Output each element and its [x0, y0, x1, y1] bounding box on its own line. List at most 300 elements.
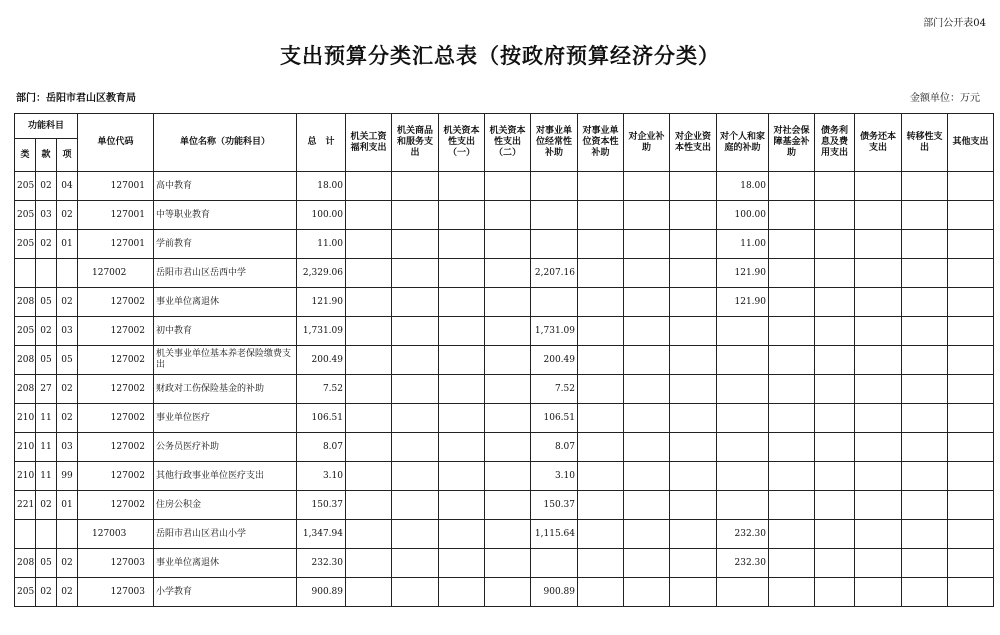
- kuan-cell: [36, 520, 57, 549]
- table-row: [15, 404, 994, 433]
- econ-header: 其他支出: [948, 114, 994, 172]
- econ-cell: [948, 201, 994, 230]
- econ-cell: [670, 520, 717, 549]
- econ-cell: 11.00: [717, 230, 769, 259]
- econ-cell: 900.89: [531, 578, 578, 607]
- econ-cell: [485, 201, 531, 230]
- econ-cell: [439, 433, 485, 462]
- econ-cell: [855, 230, 902, 259]
- econ-cell: [346, 230, 392, 259]
- econ-cell: [485, 230, 531, 259]
- unit-code-cell: 127002: [78, 404, 154, 433]
- econ-cell: [346, 520, 392, 549]
- unit-name-cell: 其他行政事业单位医疗支出: [154, 462, 297, 491]
- xiang-cell: 03: [57, 433, 78, 462]
- econ-cell: [624, 230, 670, 259]
- econ-cell: [578, 520, 624, 549]
- econ-cell: [717, 462, 769, 491]
- econ-cell: [578, 259, 624, 288]
- econ-cell: [717, 346, 769, 375]
- econ-cell: [392, 578, 439, 607]
- econ-header: 对个人和家庭的补助: [717, 114, 769, 172]
- econ-cell: [485, 288, 531, 317]
- department-label: 部门：岳阳市君山区教育局: [16, 93, 136, 104]
- table-row: [15, 520, 994, 549]
- xiang-cell: 99: [57, 462, 78, 491]
- kuan-cell: [36, 259, 57, 288]
- unit-code-cell: 127001: [78, 230, 154, 259]
- econ-cell: [346, 404, 392, 433]
- unit-name-cell: 财政对工伤保险基金的补助: [154, 375, 297, 404]
- econ-cell: [948, 491, 994, 520]
- econ-cell: [855, 375, 902, 404]
- econ-cell: [439, 404, 485, 433]
- kuan-cell: 27: [36, 375, 57, 404]
- xiang-cell: [57, 520, 78, 549]
- table-row: [15, 172, 994, 201]
- xiang-cell: 01: [57, 491, 78, 520]
- econ-cell: [485, 491, 531, 520]
- econ-cell: [948, 404, 994, 433]
- lei-cell: 210: [15, 433, 36, 462]
- func-subject-header: 功能科目: [15, 114, 78, 139]
- econ-header: 机关资本性支出（一）: [439, 114, 485, 172]
- xiang-cell: 02: [57, 288, 78, 317]
- xiang-cell: 03: [57, 317, 78, 346]
- econ-cell: [531, 201, 578, 230]
- econ-cell: [439, 520, 485, 549]
- unit-code-cell: 127002: [78, 491, 154, 520]
- kuan-cell: 11: [36, 462, 57, 491]
- econ-cell: [578, 404, 624, 433]
- econ-cell: [624, 172, 670, 201]
- econ-cell: [392, 549, 439, 578]
- econ-cell: [902, 549, 948, 578]
- econ-cell: [815, 317, 855, 346]
- xiang-header: 项: [57, 139, 78, 172]
- econ-cell: [485, 433, 531, 462]
- econ-cell: 8.07: [531, 433, 578, 462]
- econ-cell: [717, 317, 769, 346]
- econ-header: 对企业资本性支出: [670, 114, 717, 172]
- unit-code-header: 单位代码: [78, 114, 154, 172]
- econ-cell: [769, 259, 815, 288]
- econ-cell: [902, 491, 948, 520]
- econ-cell: 1,731.09: [531, 317, 578, 346]
- econ-cell: [346, 346, 392, 375]
- econ-cell: [902, 259, 948, 288]
- lei-cell: 208: [15, 375, 36, 404]
- econ-cell: [346, 288, 392, 317]
- xiang-cell: 04: [57, 172, 78, 201]
- econ-cell: [902, 433, 948, 462]
- econ-cell: [855, 549, 902, 578]
- econ-cell: [717, 433, 769, 462]
- econ-cell: [855, 491, 902, 520]
- total-cell: 1,731.09: [297, 317, 346, 346]
- kuan-cell: 02: [36, 230, 57, 259]
- econ-cell: [948, 549, 994, 578]
- econ-cell: [855, 462, 902, 491]
- econ-cell: [670, 201, 717, 230]
- unit-code-cell: 127002: [78, 259, 154, 288]
- econ-cell: [815, 172, 855, 201]
- econ-cell: 18.00: [717, 172, 769, 201]
- unit-name-header: 单位名称（功能科目）: [154, 114, 297, 172]
- econ-cell: [624, 578, 670, 607]
- econ-cell: 106.51: [531, 404, 578, 433]
- amount-unit-label: 金额单位：万元: [910, 93, 980, 104]
- table-row: [15, 317, 994, 346]
- econ-cell: [769, 288, 815, 317]
- econ-cell: [902, 520, 948, 549]
- table-row: [15, 462, 994, 491]
- econ-cell: [392, 317, 439, 346]
- table-row: [15, 288, 994, 317]
- unit-code-cell: 127003: [78, 520, 154, 549]
- unit-name-cell: 公务员医疗补助: [154, 433, 297, 462]
- econ-cell: [948, 172, 994, 201]
- total-cell: 11.00: [297, 230, 346, 259]
- table-row: [15, 549, 994, 578]
- kuan-header: 款: [36, 139, 57, 172]
- econ-cell: [815, 578, 855, 607]
- econ-cell: [948, 288, 994, 317]
- econ-cell: [578, 201, 624, 230]
- kuan-cell: 02: [36, 317, 57, 346]
- econ-cell: [815, 288, 855, 317]
- unit-name-cell: 住房公积金: [154, 491, 297, 520]
- econ-cell: [670, 375, 717, 404]
- econ-header: 对事业单位资本性补助: [578, 114, 624, 172]
- econ-cell: 150.37: [531, 491, 578, 520]
- table-row: [15, 259, 994, 288]
- econ-cell: [855, 520, 902, 549]
- econ-cell: 100.00: [717, 201, 769, 230]
- xiang-cell: 01: [57, 230, 78, 259]
- econ-cell: [948, 520, 994, 549]
- econ-cell: [531, 230, 578, 259]
- unit-code-cell: 127001: [78, 172, 154, 201]
- page-title: 支出预算分类汇总表（按政府预算经济分类）: [280, 43, 720, 68]
- econ-cell: [902, 201, 948, 230]
- econ-cell: [670, 491, 717, 520]
- xiang-cell: [57, 259, 78, 288]
- econ-cell: [815, 230, 855, 259]
- econ-cell: [769, 375, 815, 404]
- econ-cell: [815, 462, 855, 491]
- econ-cell: [578, 230, 624, 259]
- econ-cell: [815, 375, 855, 404]
- xiang-cell: 02: [57, 375, 78, 404]
- econ-cell: [624, 375, 670, 404]
- econ-cell: 121.90: [717, 288, 769, 317]
- econ-cell: 7.52: [531, 375, 578, 404]
- kuan-cell: 11: [36, 404, 57, 433]
- econ-header: 对社会保障基金补助: [769, 114, 815, 172]
- unit-name-cell: 事业单位离退休: [154, 549, 297, 578]
- econ-cell: [485, 549, 531, 578]
- lei-header: 类: [15, 139, 36, 172]
- econ-cell: [670, 259, 717, 288]
- econ-cell: [769, 172, 815, 201]
- econ-cell: [346, 259, 392, 288]
- econ-cell: [439, 578, 485, 607]
- econ-cell: [948, 578, 994, 607]
- econ-header: 转移性支出: [902, 114, 948, 172]
- econ-cell: [624, 201, 670, 230]
- econ-cell: [855, 346, 902, 375]
- xiang-cell: 05: [57, 346, 78, 375]
- econ-cell: [902, 230, 948, 259]
- unit-name-cell: 高中教育: [154, 172, 297, 201]
- econ-cell: [948, 317, 994, 346]
- lei-cell: 210: [15, 404, 36, 433]
- econ-cell: [902, 288, 948, 317]
- lei-cell: [15, 520, 36, 549]
- table-row: [15, 375, 994, 404]
- lei-cell: 208: [15, 346, 36, 375]
- kuan-cell: 02: [36, 578, 57, 607]
- lei-cell: 205: [15, 317, 36, 346]
- kuan-cell: 02: [36, 491, 57, 520]
- econ-cell: [670, 172, 717, 201]
- econ-cell: [855, 172, 902, 201]
- econ-cell: [439, 491, 485, 520]
- econ-cell: [485, 578, 531, 607]
- econ-header: 债务利息及费用支出: [815, 114, 855, 172]
- econ-cell: [717, 491, 769, 520]
- unit-code-cell: 127002: [78, 433, 154, 462]
- econ-cell: [624, 549, 670, 578]
- econ-cell: [670, 549, 717, 578]
- total-cell: 150.37: [297, 491, 346, 520]
- unit-name-cell: 学前教育: [154, 230, 297, 259]
- econ-cell: [346, 375, 392, 404]
- econ-cell: [439, 230, 485, 259]
- kuan-cell: 02: [36, 172, 57, 201]
- econ-cell: [624, 462, 670, 491]
- total-cell: 121.90: [297, 288, 346, 317]
- econ-cell: [392, 462, 439, 491]
- kuan-cell: 05: [36, 288, 57, 317]
- total-cell: 2,329.06: [297, 259, 346, 288]
- unit-name-cell: 初中教育: [154, 317, 297, 346]
- econ-cell: [346, 433, 392, 462]
- total-header: 总 计: [297, 114, 346, 172]
- econ-cell: [670, 404, 717, 433]
- econ-cell: [769, 491, 815, 520]
- econ-cell: [855, 433, 902, 462]
- total-cell: 18.00: [297, 172, 346, 201]
- econ-cell: [670, 433, 717, 462]
- unit-code-cell: 127002: [78, 288, 154, 317]
- econ-cell: [948, 433, 994, 462]
- unit-code-cell: 127002: [78, 346, 154, 375]
- econ-cell: [346, 462, 392, 491]
- econ-cell: [346, 549, 392, 578]
- econ-cell: [769, 230, 815, 259]
- econ-cell: [855, 288, 902, 317]
- econ-cell: [670, 462, 717, 491]
- table-row: [15, 578, 994, 607]
- econ-cell: [392, 404, 439, 433]
- total-cell: 106.51: [297, 404, 346, 433]
- kuan-cell: 05: [36, 549, 57, 578]
- econ-cell: [346, 578, 392, 607]
- total-cell: 8.07: [297, 433, 346, 462]
- econ-cell: [578, 549, 624, 578]
- econ-cell: [902, 462, 948, 491]
- unit-code-cell: 127003: [78, 549, 154, 578]
- econ-cell: [531, 549, 578, 578]
- econ-cell: [717, 404, 769, 433]
- econ-cell: [392, 259, 439, 288]
- econ-cell: [439, 201, 485, 230]
- unit-code-cell: 127002: [78, 317, 154, 346]
- econ-cell: [769, 201, 815, 230]
- unit-code-cell: 127002: [78, 462, 154, 491]
- econ-cell: [624, 259, 670, 288]
- econ-cell: [902, 317, 948, 346]
- econ-cell: [392, 433, 439, 462]
- econ-cell: [815, 491, 855, 520]
- econ-cell: 121.90: [717, 259, 769, 288]
- econ-cell: [855, 404, 902, 433]
- econ-cell: [578, 172, 624, 201]
- econ-cell: 3.10: [531, 462, 578, 491]
- econ-cell: [392, 520, 439, 549]
- econ-cell: [392, 346, 439, 375]
- econ-cell: [855, 317, 902, 346]
- econ-cell: [902, 404, 948, 433]
- table-number: 部门公开表04: [923, 18, 986, 29]
- unit-name-cell: 岳阳市君山区君山小学: [154, 520, 297, 549]
- econ-cell: [670, 288, 717, 317]
- econ-cell: [439, 172, 485, 201]
- econ-cell: [439, 462, 485, 491]
- econ-cell: [485, 172, 531, 201]
- econ-cell: [439, 346, 485, 375]
- econ-cell: [769, 346, 815, 375]
- econ-cell: [439, 288, 485, 317]
- econ-cell: [392, 201, 439, 230]
- econ-cell: [948, 259, 994, 288]
- econ-cell: [392, 288, 439, 317]
- econ-cell: 232.30: [717, 549, 769, 578]
- econ-cell: [439, 259, 485, 288]
- econ-cell: [769, 433, 815, 462]
- econ-cell: [392, 375, 439, 404]
- econ-cell: [855, 259, 902, 288]
- econ-cell: [485, 346, 531, 375]
- econ-header: 债务还本支出: [855, 114, 902, 172]
- econ-cell: [624, 288, 670, 317]
- lei-cell: 205: [15, 201, 36, 230]
- econ-cell: [769, 578, 815, 607]
- econ-cell: [815, 549, 855, 578]
- econ-cell: [769, 404, 815, 433]
- lei-cell: 208: [15, 549, 36, 578]
- econ-cell: [346, 172, 392, 201]
- econ-cell: [624, 433, 670, 462]
- table-row: [15, 201, 994, 230]
- unit-name-cell: 事业单位医疗: [154, 404, 297, 433]
- econ-cell: [855, 578, 902, 607]
- econ-cell: [717, 375, 769, 404]
- econ-cell: [902, 172, 948, 201]
- econ-cell: [578, 433, 624, 462]
- econ-cell: [624, 520, 670, 549]
- econ-cell: [624, 491, 670, 520]
- lei-cell: 205: [15, 230, 36, 259]
- total-cell: 1,347.94: [297, 520, 346, 549]
- econ-cell: [815, 520, 855, 549]
- econ-cell: 1,115.64: [531, 520, 578, 549]
- econ-cell: [902, 346, 948, 375]
- lei-cell: 205: [15, 172, 36, 201]
- econ-cell: [531, 288, 578, 317]
- unit-code-cell: 127002: [78, 375, 154, 404]
- total-cell: 200.49: [297, 346, 346, 375]
- econ-cell: [670, 346, 717, 375]
- table-row: [15, 230, 994, 259]
- econ-cell: [902, 578, 948, 607]
- total-cell: 7.52: [297, 375, 346, 404]
- econ-cell: [670, 578, 717, 607]
- econ-cell: [624, 346, 670, 375]
- econ-cell: [769, 520, 815, 549]
- econ-cell: [439, 549, 485, 578]
- econ-cell: [948, 230, 994, 259]
- total-cell: 232.30: [297, 549, 346, 578]
- econ-cell: [578, 288, 624, 317]
- econ-cell: [948, 375, 994, 404]
- econ-cell: [392, 230, 439, 259]
- econ-cell: [624, 317, 670, 346]
- econ-cell: [578, 375, 624, 404]
- table-row: [15, 433, 994, 462]
- econ-cell: [855, 201, 902, 230]
- econ-cell: [392, 172, 439, 201]
- xiang-cell: 02: [57, 578, 78, 607]
- lei-cell: 205: [15, 578, 36, 607]
- econ-cell: [578, 317, 624, 346]
- econ-cell: [346, 317, 392, 346]
- lei-cell: 221: [15, 491, 36, 520]
- total-cell: 3.10: [297, 462, 346, 491]
- table-row: [15, 346, 994, 375]
- econ-cell: [392, 491, 439, 520]
- econ-cell: [902, 375, 948, 404]
- lei-cell: [15, 259, 36, 288]
- unit-name-cell: 岳阳市君山区岳西中学: [154, 259, 297, 288]
- unit-name-cell: 小学教育: [154, 578, 297, 607]
- kuan-cell: 11: [36, 433, 57, 462]
- econ-cell: [670, 317, 717, 346]
- econ-cell: [485, 317, 531, 346]
- econ-cell: [769, 462, 815, 491]
- econ-header: 机关资本性支出（二）: [485, 114, 531, 172]
- econ-cell: [439, 317, 485, 346]
- econ-cell: [815, 346, 855, 375]
- econ-cell: [346, 491, 392, 520]
- econ-header: 机关商品和服务支出: [392, 114, 439, 172]
- econ-cell: [439, 375, 485, 404]
- table-row: [15, 491, 994, 520]
- econ-cell: [815, 433, 855, 462]
- econ-cell: [531, 172, 578, 201]
